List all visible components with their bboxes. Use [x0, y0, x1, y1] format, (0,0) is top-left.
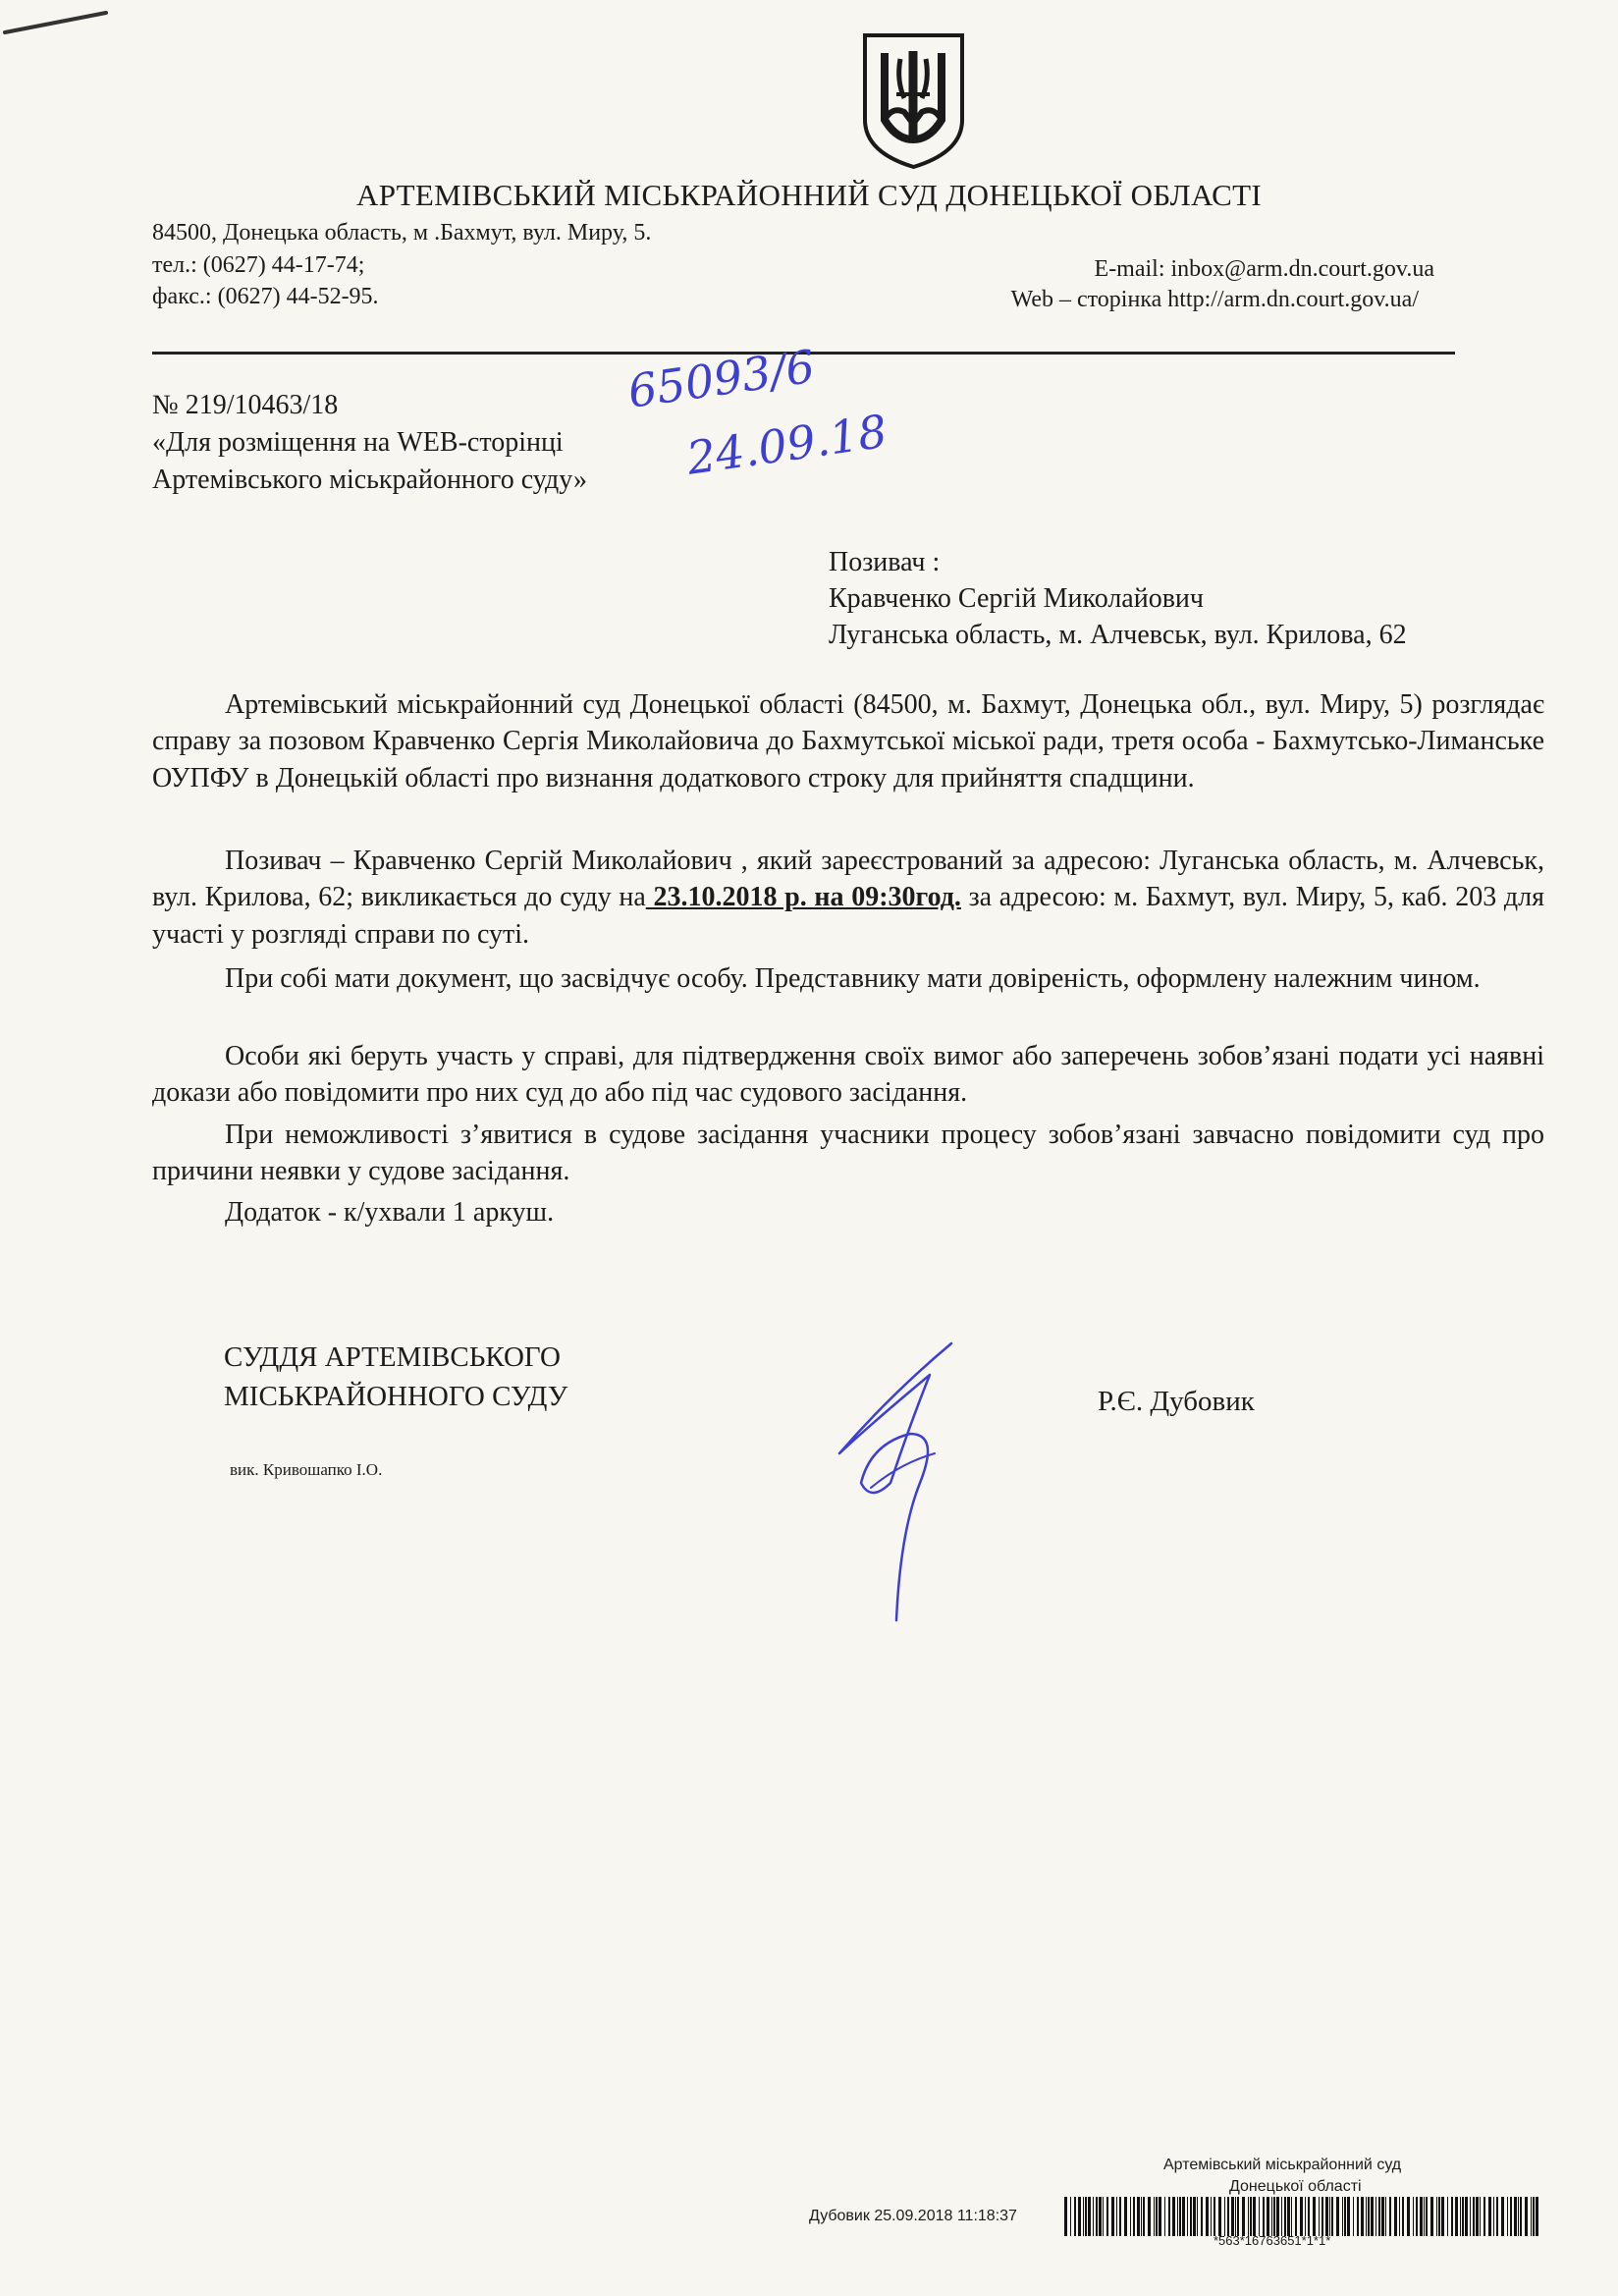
body-paragraph-2: [152, 843, 1544, 953]
barcode-bar: [1476, 2197, 1479, 2236]
barcode-bar: [1357, 2197, 1359, 2236]
barcode-bar: [1119, 2197, 1121, 2236]
barcode-bar: [1438, 2197, 1440, 2236]
body-paragraph-3: При собі мати документ, що засвідчує особу. Представнику мати довіреність, оформлену належним чином.: [225, 963, 1481, 994]
body-paragraph-5: При неможливості з’явитися в судове засідання учасники процесу зобов’язані завчасно повідомити суд про причини неявки у судове засідання.: [152, 1120, 1544, 1187]
stamp-court-name: Артемівський міськрайонний суд: [1163, 2157, 1402, 2173]
barcode-bar: [1399, 2197, 1400, 2236]
barcode-bar: [1164, 2197, 1165, 2236]
barcode-bar: [1465, 2197, 1468, 2236]
barcode-bar: [1510, 2197, 1512, 2236]
barcode-bar: [1159, 2197, 1161, 2236]
barcode-bar: [1273, 2197, 1275, 2236]
barcode-bar: [1111, 2197, 1114, 2236]
judge-name: Р.Є. Дубовик: [1098, 1386, 1255, 1417]
barcode-bar: [1331, 2197, 1333, 2236]
barcode-text: *563*16763651*1*1*: [1214, 2233, 1331, 2248]
barcode-bar: [1441, 2197, 1444, 2236]
barcode-bar: [1177, 2197, 1178, 2236]
barcode-bar: [1385, 2197, 1386, 2236]
barcode-bar: [1172, 2197, 1175, 2236]
barcode-bar: [1235, 2197, 1236, 2236]
barcode-bar: [1148, 2197, 1151, 2236]
body-paragraph-1: Артемівський міськрайонний суд Донецької області (84500, м. Бахмут, Донецька обл., вул. Миру, 5) розглядає справу за позовом Кравченко Сергія Миколайовича до Бахмутської міської ради, третя особа - Бахмутсько-Лиманське ОУПФУ в Донецькій області про визнання додаткового строку для прийняття спадщини.: [152, 689, 1544, 793]
barcode-bar: [1291, 2197, 1292, 2236]
barcode-bar: [1375, 2197, 1376, 2236]
barcode-bar: [1096, 2197, 1098, 2236]
barcode-bar: [1344, 2197, 1346, 2236]
barcode-bar: [1533, 2197, 1535, 2236]
barcode-bar: [1103, 2197, 1104, 2236]
barcode-bar: [1305, 2197, 1306, 2236]
barcode-bar: [1313, 2197, 1316, 2236]
barcode-bar: [1227, 2197, 1229, 2236]
barcode-bar: [1300, 2197, 1303, 2236]
barcode-bar: [1402, 2197, 1404, 2236]
barcode-bar: [1085, 2197, 1087, 2236]
barcode-bar: [1378, 2197, 1380, 2236]
barcode-bar: [1193, 2197, 1196, 2236]
barcode-bar: [1371, 2197, 1374, 2236]
barcode-bar: [1342, 2197, 1343, 2236]
barcode-bar: [1329, 2197, 1330, 2236]
pen-mark: [0, 5, 113, 44]
barcode-bar: [1206, 2197, 1209, 2236]
barcode-bar: [1496, 2197, 1498, 2236]
plaintiff-address: Луганська область, м. Алчевськ, вул. Крилова, 62: [829, 620, 1407, 650]
court-fax: факс.: (0627) 44-52-95.: [152, 284, 379, 309]
court-email: E-mail: inbox@arm.dn.court.gov.ua: [1094, 256, 1434, 282]
barcode-bar: [1187, 2197, 1188, 2236]
barcode-bar: [1436, 2197, 1437, 2236]
barcode-bar: [1381, 2197, 1384, 2236]
barcode-bar: [1420, 2197, 1423, 2236]
barcode-bar: [1218, 2197, 1221, 2236]
barcode-bar: [1455, 2197, 1458, 2236]
barcode-bar: [1276, 2197, 1279, 2236]
body-paragraph-4: Особи які беруть участь у справі, для підтвердження своїх вимог або заперечень зобов’язані подати усі наявні докази або повідомити про них суд до або під час судового засідання.: [152, 1041, 1544, 1109]
barcode-bar: [1514, 2197, 1517, 2236]
barcode-bar: [1525, 2197, 1528, 2236]
barcode-bar: [1156, 2197, 1158, 2236]
barcode-bar: [1190, 2197, 1192, 2236]
barcode-bar: [1106, 2197, 1108, 2236]
barcode-bar: [1064, 2197, 1067, 2236]
barcode-bar: [1242, 2197, 1245, 2236]
signature-mark: [832, 1336, 964, 1630]
barcode-bar: [1430, 2197, 1433, 2236]
barcode-bar: [1130, 2197, 1131, 2236]
barcode-bar: [1124, 2197, 1127, 2236]
barcode-bar: [1141, 2197, 1142, 2236]
barcode-bar: [1518, 2197, 1519, 2236]
barcode-bar: [1179, 2197, 1181, 2236]
barcode-bar: [1424, 2197, 1425, 2236]
barcode-bar: [1447, 2197, 1448, 2236]
barcode-bar: [1361, 2197, 1364, 2236]
barcode-bar: [1214, 2197, 1215, 2236]
court-title: АРТЕМІВСЬКИЙ МІСЬКРАЙОННИЙ СУД ДОНЕЦЬКОЇ ОБЛАСТІ: [356, 178, 1262, 212]
barcode-bar: [1460, 2197, 1461, 2236]
barcode-bar: [1154, 2197, 1155, 2236]
barcode-bar: [1070, 2197, 1071, 2236]
barcode: [1064, 2197, 1543, 2236]
barcode-bar: [1325, 2197, 1328, 2236]
barcode-bar: [1389, 2197, 1391, 2236]
barcode-bar: [1137, 2197, 1140, 2236]
barcode-bar: [1263, 2197, 1265, 2236]
judge-title-line2: МІСЬКРАЙОННОГО СУДУ: [224, 1381, 568, 1412]
court-phone: тел.: (0627) 44-17-74;: [152, 252, 365, 278]
barcode-bar: [1284, 2197, 1286, 2236]
barcode-bar: [1407, 2197, 1410, 2236]
barcode-bar: [1480, 2197, 1481, 2236]
court-address: 84500, Донецька область, м .Бахмут, вул. Миру, 5.: [152, 220, 652, 246]
barcode-bar: [1520, 2197, 1522, 2236]
barcode-bar: [1451, 2197, 1453, 2236]
barcode-bar: [1321, 2197, 1323, 2236]
barcode-bar: [1394, 2197, 1397, 2236]
barcode-bar: [1473, 2197, 1475, 2236]
executor-note: вик. Кривошапко І.О.: [230, 1460, 383, 1479]
barcode-bar: [1099, 2197, 1102, 2236]
barcode-bar: [1231, 2197, 1234, 2236]
barcode-bar: [1336, 2197, 1339, 2236]
barcode-bar: [1470, 2197, 1471, 2236]
barcode-bar: [1287, 2197, 1290, 2236]
handwritten-registration-number: 65093/6: [624, 339, 819, 418]
barcode-bar: [1366, 2197, 1367, 2236]
court-website: Web – сторінка http://arm.dn.court.gov.ua/: [1010, 287, 1419, 312]
body-paragraph-6: Додаток - к/ухвали 1 аркуш.: [225, 1197, 555, 1228]
barcode-bar: [1197, 2197, 1198, 2236]
plaintiff-name: Кравченко Сергій Миколайович: [829, 583, 1204, 614]
publish-note-line1: «Для розміщення на WEB-сторінці: [152, 427, 564, 458]
barcode-bar: [1319, 2197, 1320, 2236]
publish-note-line2: Артемівського міськрайонного суду»: [152, 465, 587, 495]
barcode-bar: [1295, 2197, 1297, 2236]
stamp-region: Донецької області: [1229, 2178, 1362, 2195]
barcode-bar: [1271, 2197, 1272, 2236]
barcode-bar: [1078, 2197, 1081, 2236]
barcode-bar: [1368, 2197, 1370, 2236]
barcode-bar: [1413, 2197, 1414, 2236]
paragraph-2-text-end: за адресою: м. Бахмут, вул. Миру, 5, каб. 203 для участі у розгляді справи по суті.: [152, 882, 1544, 950]
barcode-bar: [1483, 2197, 1485, 2236]
barcode-bar: [1462, 2197, 1464, 2236]
barcode-bar: [1248, 2197, 1249, 2236]
barcode-bar: [1347, 2197, 1350, 2236]
barcode-bar: [1074, 2197, 1076, 2236]
barcode-bar: [1416, 2197, 1418, 2236]
barcode-bar: [1308, 2197, 1310, 2236]
barcode-bar: [1250, 2197, 1252, 2236]
barcode-bar: [1182, 2197, 1185, 2236]
barcode-bar: [1224, 2197, 1225, 2236]
barcode-bar: [1133, 2197, 1135, 2236]
barcode-bar: [1531, 2197, 1532, 2236]
barcode-bar: [1143, 2197, 1145, 2236]
barcode-bar: [1168, 2197, 1170, 2236]
barcode-bar: [1237, 2197, 1239, 2236]
barcode-bar: [1426, 2197, 1428, 2236]
barcode-bar: [1083, 2197, 1084, 2236]
case-number: № 219/10463/18: [152, 390, 339, 420]
hearing-date: 23.10.2018 р. на 09:30год.: [645, 882, 961, 913]
barcode-bar: [1116, 2197, 1117, 2236]
barcode-bar: [1088, 2197, 1091, 2236]
barcode-bar: [1093, 2197, 1094, 2236]
stamp-timestamp: Дубовик 25.09.2018 11:18:37: [809, 2208, 1017, 2224]
coat-of-arms-icon: [857, 29, 970, 172]
barcode-bar: [1281, 2197, 1282, 2236]
barcode-bar: [1353, 2197, 1354, 2236]
barcode-bar: [1201, 2197, 1203, 2236]
judge-title-line1: СУДДЯ АРТЕМІВСЬКОГО: [224, 1341, 561, 1373]
barcode-bar: [1211, 2197, 1212, 2236]
barcode-bar: [1259, 2197, 1260, 2236]
plaintiff-heading: Позивач :: [829, 547, 941, 577]
paragraph-2-text: Позивач – Кравченко Сергій Миколайович , який зареєстрований за адресою: Луганська область, м. Алчевськ, вул. Крилова, 62; викликається до суду на: [152, 846, 1544, 913]
barcode-bar: [1267, 2197, 1269, 2236]
barcode-bar: [1493, 2197, 1494, 2236]
barcode-bar: [1507, 2197, 1508, 2236]
barcode-bar: [1253, 2197, 1256, 2236]
barcode-bar: [1488, 2197, 1491, 2236]
barcode-bar: [1536, 2197, 1538, 2236]
handwritten-date: 24.09.18: [683, 404, 890, 485]
barcode-bar: [1501, 2197, 1504, 2236]
